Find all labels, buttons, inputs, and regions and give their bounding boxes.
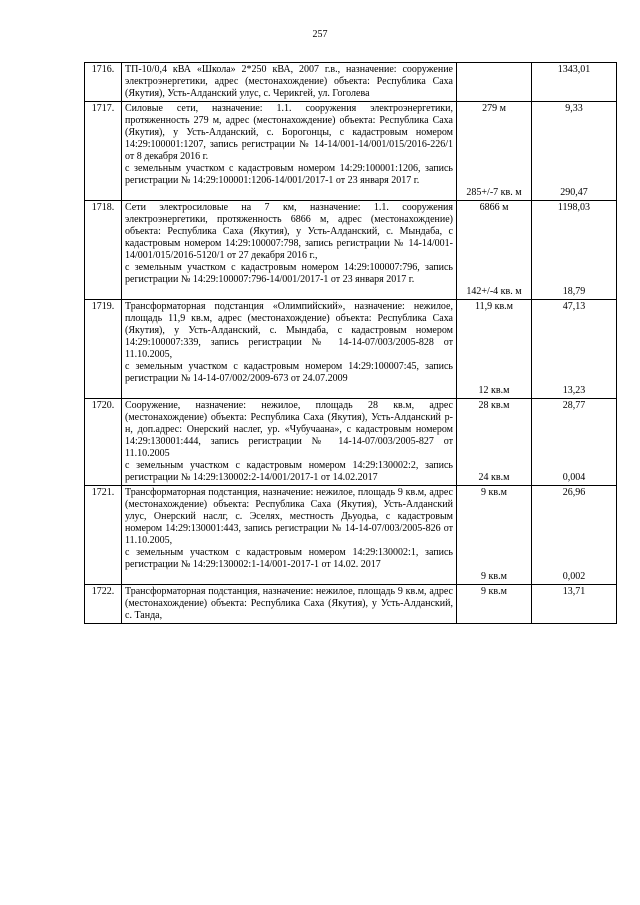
table-row bbox=[85, 300, 617, 399]
row-value bbox=[532, 102, 617, 201]
object-value: 1343,01 bbox=[557, 64, 591, 75]
land-plot-value: 290,47 bbox=[560, 187, 588, 198]
row-description bbox=[122, 201, 457, 300]
land-plot-description: с земельным участком с кадастровым номером 14:29:100007:45, запись регистрации № 14-14-07/002/2009-673 от 24.07.2009 bbox=[125, 361, 453, 384]
object-description: ТП-10/0,4 кВА «Школа» 2*250 кВА, 2007 г.в., назначение: сооружение электроэнергетики, адрес (местонахождение) объекта: Республика Саха (Якутия), Усть-Алданский улус, с. Черикгей, ул. Гоголева bbox=[125, 64, 453, 99]
row-area bbox=[457, 63, 532, 102]
land-plot-area: 9 кв.м bbox=[481, 571, 507, 582]
land-plot-description: с земельным участком с кадастровым номером 14:29:130002:2, запись регистрации № 14:29:130002:2-14/001/2017-1 от 14.02.2017 bbox=[125, 460, 453, 483]
object-description: Сооружение, назначение: нежилое, площадь 28 кв.м, адрес (местонахождение) объекта: Республика Саха (Якутия), Усть-Алданский р-н, доп.адрес: Онерский наслег, ур. «Чубучаана», с кадастровым номером 14:29:130001:444, запись регистрации № 14-14-07/003/2005-827 от 11.10.2005 bbox=[125, 400, 453, 459]
land-plot-description: с земельным участком с кадастровым номером 14:29:130002:1, запись регистрации № 14:29:130002:1-14/001-2017-1 от 14.02. 2017 bbox=[125, 547, 453, 570]
land-plot-description: с земельным участком с кадастровым номером 14:29:100001:1206, запись регистрации № 14:29:100001:1206-14/001/2017-1 от 23 января 2017 г. bbox=[125, 163, 453, 186]
row-description bbox=[122, 585, 457, 624]
row-number: 1718. bbox=[85, 201, 122, 300]
table-row bbox=[85, 486, 617, 585]
object-description: Силовые сети, назначение: 1.1. сооружения электроэнергетики, протяженность 279 м, адрес (местонахождение) объекта: Республика Саха (Якутия), у Усть-Алданский, с. Борогонцы, с кадастровым номером 14:29:100001:1207, запись регистрации № 14-14/001-14/001/015/2016-226/1 от 8 декабря 2016 г. bbox=[125, 103, 453, 162]
row-area bbox=[457, 201, 532, 300]
object-description: Сети электросиловые на 7 км, назначение: 1.1. сооружения электроэнергетики, протяженность 6866 м, адрес (местонахождение) объекта: Республика Саха (Якутия), у Усть-Алданский, с. Мындаба, с кадастровым номером 14:29:100007:798, запись регистрации № 14-14/001-14/001/015/2016-5120/1 от 27 декабря 2016 г., bbox=[125, 202, 453, 261]
land-plot-description: с земельным участком с кадастровым номером 14:29:100007:796, запись регистрации № 14:29:100007:796-14/001/2017-1 от 23 января 2017 г. bbox=[125, 262, 453, 285]
object-value: 47,13 bbox=[562, 301, 586, 312]
property-registry-table bbox=[84, 62, 617, 624]
object-description: Трансформаторная подстанция, назначение: нежилое, площадь 9 кв.м, адрес (местонахождение) объекта: Республика Саха (Якутия), у Усть-Алданский, с. Танда, bbox=[125, 586, 453, 621]
row-value bbox=[532, 486, 617, 585]
row-number: 1719. bbox=[85, 300, 122, 399]
row-value bbox=[532, 300, 617, 399]
row-area bbox=[457, 585, 532, 624]
object-description: Трансформаторная подстанция «Олимпийский», назначение: нежилое, площадь 11,9 кв.м, адрес (местонахождение) объекта: Республика Саха (Якутия), у Усть-Алданский, с. Мындаба, с кадастровым номером 14:29:100007:339, запись регистрации № 14-14-07/003/2005-828 от 11.10.2005, bbox=[125, 301, 453, 360]
row-area bbox=[457, 486, 532, 585]
row-number: 1722. bbox=[85, 585, 122, 624]
row-number: 1717. bbox=[85, 102, 122, 201]
table-row bbox=[85, 102, 617, 201]
object-value: 13,71 bbox=[562, 586, 586, 597]
land-plot-area: 285+/-7 кв. м bbox=[466, 187, 522, 198]
object-value: 9,33 bbox=[565, 103, 583, 114]
object-area: 6866 м bbox=[479, 202, 509, 213]
object-area: 11,9 кв.м bbox=[474, 301, 514, 312]
row-area bbox=[457, 399, 532, 486]
table-row bbox=[85, 63, 617, 102]
page-number: 257 bbox=[312, 29, 328, 40]
row-value bbox=[532, 585, 617, 624]
row-number: 1716. bbox=[85, 63, 122, 102]
row-area bbox=[457, 102, 532, 201]
row-description bbox=[122, 486, 457, 585]
registry-rows bbox=[85, 63, 617, 624]
table-row bbox=[85, 201, 617, 300]
row-description bbox=[122, 399, 457, 486]
object-value: 1198,03 bbox=[557, 202, 591, 213]
object-value: 28,77 bbox=[562, 400, 586, 411]
object-area: 9 кв.м bbox=[481, 487, 507, 498]
land-plot-area: 24 кв.м bbox=[478, 472, 510, 483]
land-plot-value: 0,002 bbox=[562, 571, 586, 582]
land-plot-value: 13,23 bbox=[562, 385, 586, 396]
row-description bbox=[122, 102, 457, 201]
land-plot-value: 18,79 bbox=[562, 286, 586, 297]
object-area: 28 кв.м bbox=[478, 400, 510, 411]
land-plot-value: 0,004 bbox=[562, 472, 586, 483]
land-plot-area: 12 кв.м bbox=[478, 385, 510, 396]
row-value bbox=[532, 399, 617, 486]
row-number: 1721. bbox=[85, 486, 122, 585]
row-number: 1720. bbox=[85, 399, 122, 486]
land-plot-area: 142+/-4 кв. м bbox=[466, 286, 522, 297]
row-value bbox=[532, 201, 617, 300]
table-row bbox=[85, 585, 617, 624]
object-area: 9 кв.м bbox=[481, 586, 507, 597]
row-value bbox=[532, 63, 617, 102]
object-description: Трансформаторная подстанция, назначение: нежилое, площадь 9 кв.м, адрес (местонахождение) объекта: Республика Саха (Якутия), Усть-Алданский улус, Онерский наслг, с. Эселях, местность Дьуодьа, с кадастровым номером 14:29:130001:443, запись регистрации № 14-14-07/003/2005-826 от 11.10.2005, bbox=[125, 487, 453, 546]
object-area: 279 м bbox=[482, 103, 506, 114]
row-description bbox=[122, 63, 457, 102]
table-row bbox=[85, 399, 617, 486]
row-description bbox=[122, 300, 457, 399]
object-value: 26,96 bbox=[562, 487, 586, 498]
row-area bbox=[457, 300, 532, 399]
